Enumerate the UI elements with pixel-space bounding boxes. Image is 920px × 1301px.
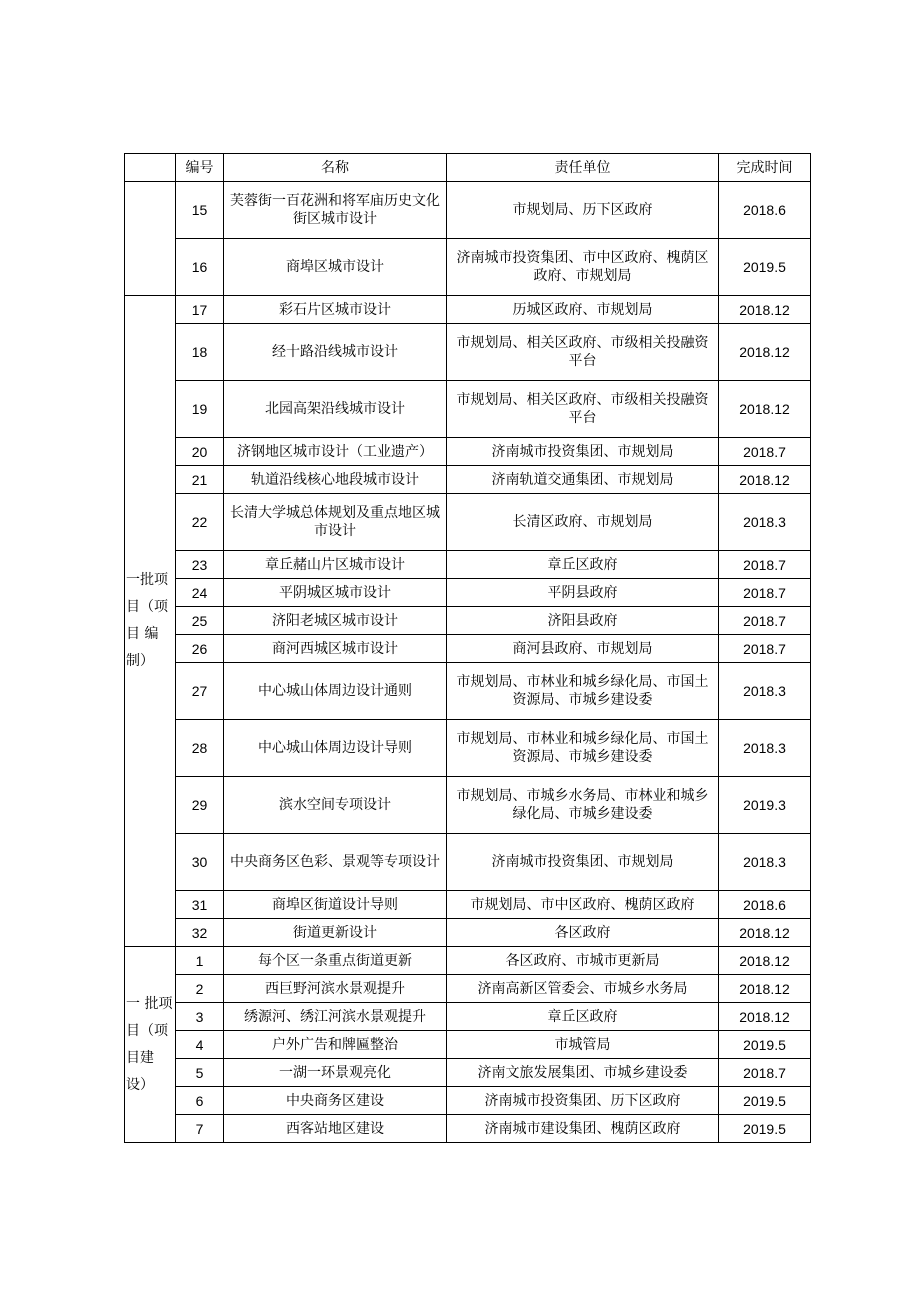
row-name: 中心城山体周边设计导则 [224,720,447,777]
row-date: 2018.12 [719,324,811,381]
row-date: 2018.3 [719,720,811,777]
table-row [125,635,811,663]
row-id: 1 [176,947,224,975]
row-id: 5 [176,1059,224,1087]
row-date: 2018.7 [719,635,811,663]
row-unit: 济南城市投资集团、历下区政府 [447,1087,719,1115]
row-name: 户外广告和牌匾整治 [224,1031,447,1059]
table-row [125,1087,811,1115]
row-unit: 市规划局、市林业和城乡绿化局、市国土资源局、市城乡建设委 [447,663,719,720]
row-id: 26 [176,635,224,663]
table-row [125,919,811,947]
row-name: 济钢地区城市设计（工业遗产） [224,438,447,466]
row-date: 2018.7 [719,607,811,635]
header-category [125,154,176,182]
header-unit: 责任单位 [447,154,719,182]
table-row [125,1003,811,1031]
header-id: 编号 [176,154,224,182]
row-unit: 市规划局、市中区政府、槐荫区政府 [447,891,719,919]
row-id: 16 [176,239,224,296]
row-unit: 章丘区政府 [447,551,719,579]
row-date: 2018.12 [719,947,811,975]
row-name: 芙蓉街一百花洲和将军庙历史文化街区城市设计 [224,182,447,239]
row-unit: 济南轨道交通集团、市规划局 [447,466,719,494]
header-name: 名称 [224,154,447,182]
row-date: 2019.5 [719,1115,811,1143]
row-date: 2018.7 [719,551,811,579]
table-row [125,466,811,494]
row-unit: 章丘区政府 [447,1003,719,1031]
row-id: 29 [176,777,224,834]
table-row [125,607,811,635]
table-row [125,834,811,891]
row-unit: 市规划局、相关区政府、市级相关投融资平台 [447,381,719,438]
row-id: 2 [176,975,224,1003]
row-name: 彩石片区城市设计 [224,296,447,324]
row-name: 街道更新设计 [224,919,447,947]
table-row [125,891,811,919]
row-unit: 市规划局、历下区政府 [447,182,719,239]
project-table [124,153,811,1143]
row-name: 滨水空间专项设计 [224,777,447,834]
row-date: 2018.6 [719,891,811,919]
row-unit: 各区政府 [447,919,719,947]
row-id: 31 [176,891,224,919]
row-date: 2018.3 [719,663,811,720]
row-id: 17 [176,296,224,324]
row-date: 2018.12 [719,381,811,438]
row-date: 2018.3 [719,834,811,891]
table-row [125,1031,811,1059]
row-unit: 济南城市建设集团、槐荫区政府 [447,1115,719,1143]
row-date: 2018.7 [719,438,811,466]
row-unit: 长清区政府、市规划局 [447,494,719,551]
row-date: 2019.5 [719,1087,811,1115]
table-row [125,551,811,579]
table-row [125,777,811,834]
table-row [125,1059,811,1087]
row-name: 绣源河、绣江河滨水景观提升 [224,1003,447,1031]
table-row [125,239,811,296]
table-row [125,182,811,239]
group-label: 一 批项目（项目建设） [125,947,176,1143]
row-id: 24 [176,579,224,607]
row-name: 轨道沿线核心地段城市设计 [224,466,447,494]
row-id: 32 [176,919,224,947]
row-date: 2018.12 [719,975,811,1003]
row-id: 18 [176,324,224,381]
row-unit: 济南城市投资集团、市规划局 [447,834,719,891]
row-name: 平阴城区城市设计 [224,579,447,607]
row-name: 济阳老城区城市设计 [224,607,447,635]
row-name: 西巨野河滨水景观提升 [224,975,447,1003]
row-date: 2018.7 [719,1059,811,1087]
row-id: 3 [176,1003,224,1031]
row-date: 2018.6 [719,182,811,239]
row-date: 2019.5 [719,1031,811,1059]
row-name: 西客站地区建设 [224,1115,447,1143]
row-date: 2018.12 [719,919,811,947]
row-date: 2018.12 [719,466,811,494]
row-unit: 济南城市投资集团、市中区政府、槐荫区政府、市规划局 [447,239,719,296]
row-unit: 济南高新区管委会、市城乡水务局 [447,975,719,1003]
row-date: 2018.12 [719,1003,811,1031]
table-row [125,579,811,607]
row-name: 中央商务区建设 [224,1087,447,1115]
header-date: 完成时间 [719,154,811,182]
row-id: 30 [176,834,224,891]
table-row [125,324,811,381]
row-id: 15 [176,182,224,239]
row-id: 23 [176,551,224,579]
table-row [125,1115,811,1143]
row-id: 22 [176,494,224,551]
row-name: 经十路沿线城市设计 [224,324,447,381]
group-label: 一批项目（项 目 编制） [125,296,176,947]
row-id: 20 [176,438,224,466]
row-unit: 济阳县政府 [447,607,719,635]
row-id: 21 [176,466,224,494]
row-date: 2019.3 [719,777,811,834]
row-name: 中央商务区色彩、景观等专项设计 [224,834,447,891]
table-row [125,663,811,720]
row-unit: 济南文旅发展集团、市城乡建设委 [447,1059,719,1087]
row-name: 北园高架沿线城市设计 [224,381,447,438]
table-row [125,975,811,1003]
table-row [125,720,811,777]
table-row [125,494,811,551]
row-unit: 商河县政府、市规划局 [447,635,719,663]
row-name: 长清大学城总体规划及重点地区城市设计 [224,494,447,551]
row-unit: 市规划局、相关区政府、市级相关投融资平台 [447,324,719,381]
row-name: 商埠区城市设计 [224,239,447,296]
row-date: 2019.5 [719,239,811,296]
row-name: 中心城山体周边设计通则 [224,663,447,720]
row-unit: 市规划局、市城乡水务局、市林业和城乡绿化局、市城乡建设委 [447,777,719,834]
row-name: 章丘赭山片区城市设计 [224,551,447,579]
row-id: 28 [176,720,224,777]
row-unit: 历城区政府、市规划局 [447,296,719,324]
row-id: 6 [176,1087,224,1115]
row-name: 每个区一条重点街道更新 [224,947,447,975]
table-row [125,296,811,324]
row-id: 27 [176,663,224,720]
row-id: 25 [176,607,224,635]
row-unit: 平阴县政府 [447,579,719,607]
row-date: 2018.3 [719,494,811,551]
group-label [125,182,176,296]
row-id: 7 [176,1115,224,1143]
table-row [125,381,811,438]
row-unit: 市规划局、市林业和城乡绿化局、市国土资源局、市城乡建设委 [447,720,719,777]
table-row [125,438,811,466]
row-unit: 市城管局 [447,1031,719,1059]
row-unit: 济南城市投资集团、市规划局 [447,438,719,466]
row-name: 商河西城区城市设计 [224,635,447,663]
table-row [125,947,811,975]
row-unit: 各区政府、市城市更新局 [447,947,719,975]
row-date: 2018.12 [719,296,811,324]
row-name: 商埠区街道设计导则 [224,891,447,919]
row-id: 4 [176,1031,224,1059]
row-name: 一湖一环景观亮化 [224,1059,447,1087]
header-row [125,154,811,182]
row-date: 2018.7 [719,579,811,607]
row-id: 19 [176,381,224,438]
